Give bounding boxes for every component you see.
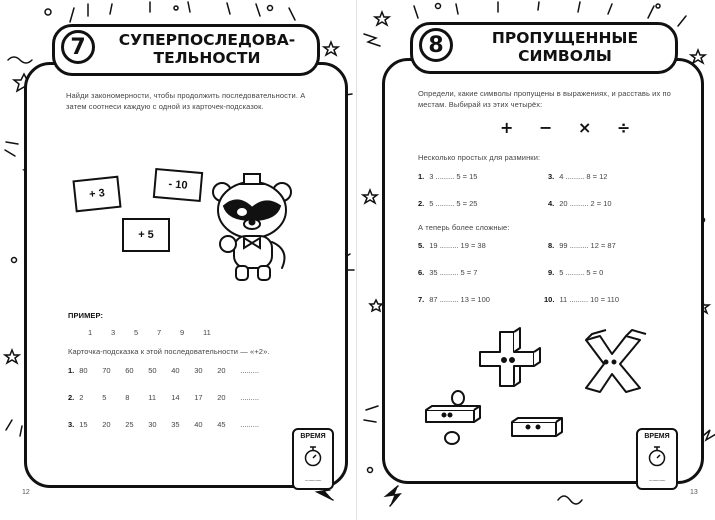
sequence-row-3 <box>68 420 259 429</box>
exercise-7 <box>418 295 490 304</box>
example-label: ПРИМЕР: <box>68 311 104 320</box>
sequence-value: 30 <box>194 366 203 375</box>
hint-card-minus-10: - 10 <box>153 168 203 202</box>
answer-blank[interactable]: ......... <box>240 366 260 375</box>
example-value: 9 <box>180 328 185 337</box>
sequence-value: 20 <box>217 366 226 375</box>
example-value: 1 <box>88 328 93 337</box>
section-number: 8 <box>419 28 453 62</box>
stopwatch-icon <box>302 445 324 467</box>
sequence-value: 11 <box>148 393 157 402</box>
example-value: 11 <box>203 328 211 337</box>
exercise-expression[interactable]: 87 ......... 13 = 100 <box>429 295 490 304</box>
sequence-value: 20 <box>102 420 111 429</box>
example-value: 3 <box>111 328 116 337</box>
time-box <box>292 428 334 490</box>
timer-label: ВРЕМЯ <box>300 433 326 440</box>
sequence-value: 60 <box>125 366 134 375</box>
sequence-value: 45 <box>217 420 226 429</box>
cartoon-math-symbols-illustration <box>420 318 660 448</box>
exercise-8 <box>548 241 616 250</box>
exercise-9 <box>548 268 603 277</box>
sequence-value: 40 <box>171 366 180 375</box>
sequence-row-1 <box>68 366 259 375</box>
sequence-number: 2. <box>68 393 75 402</box>
section-title: СУПЕРПОСЛЕДОВА-ТЕЛЬНОСТИ <box>118 31 296 67</box>
section-title: ПРОПУЩЕННЫЕ СИМВОЛЫ <box>491 29 639 65</box>
sequence-value: 2 <box>79 393 84 402</box>
exercise-number: 5. <box>418 241 425 250</box>
sequence-value: 20 <box>217 393 226 402</box>
exercise-5 <box>418 241 486 250</box>
sequence-row-2 <box>68 393 259 402</box>
example-value: 7 <box>157 328 162 337</box>
exercise-6 <box>418 268 477 277</box>
hint-card-plus-5: + 5 <box>122 218 170 252</box>
section-header <box>52 24 320 76</box>
sequence-value: 5 <box>102 393 107 402</box>
page-number: 12 <box>22 489 30 496</box>
sequence-value: 70 <box>102 366 111 375</box>
time-box <box>636 428 678 490</box>
exercise-4 <box>548 199 612 208</box>
exercise-number: 4. <box>548 199 555 208</box>
exercise-expression[interactable]: 19 ......... 19 = 38 <box>429 241 486 250</box>
sequence-number: 3. <box>68 420 75 429</box>
exercise-expression[interactable]: 99 ......... 12 = 87 <box>559 241 616 250</box>
instructions: Найди закономерности, чтобы продолжить последовательности. А затем соотнеси каждую с одной из карточек-подсказок. <box>66 91 306 111</box>
sequence-value: 15 <box>79 420 88 429</box>
exercise-number: 10. <box>544 295 555 304</box>
section-number: 7 <box>61 30 95 64</box>
exercise-expression[interactable]: 3 ......... 5 = 15 <box>429 172 478 181</box>
sequence-value: 25 <box>125 420 134 429</box>
time-answer-blank[interactable]: .............. <box>304 477 322 483</box>
exercise-number: 9. <box>548 268 555 277</box>
exercise-expression[interactable]: 4 ......... 8 = 12 <box>559 172 608 181</box>
exercise-expression[interactable]: 35 ......... 5 = 7 <box>429 268 478 277</box>
answer-blank[interactable]: ......... <box>240 420 260 429</box>
exercise-10 <box>544 295 619 304</box>
time-answer-blank[interactable]: .............. <box>648 477 666 483</box>
right-page <box>358 0 715 520</box>
exercise-number: 1. <box>418 172 425 181</box>
exercise-number: 8. <box>548 241 555 250</box>
section-header <box>410 22 678 74</box>
book-spine <box>356 0 357 520</box>
exercise-1 <box>418 172 477 181</box>
hint-explanation: Карточка-подсказка к этой последовательности — «+2». <box>68 347 270 356</box>
instructions: Определи, какие символы пропущены в выражениях, и расставь их по местам. Выбирай из этих четырёх: <box>418 89 671 109</box>
example-value: 5 <box>134 328 139 337</box>
exercise-number: 3. <box>548 172 555 181</box>
exercise-expression[interactable]: 5 ......... 5 = 0 <box>559 268 604 277</box>
hard-label: А теперь более сложные: <box>418 223 510 232</box>
operator-symbols: + − × ÷ <box>500 118 641 137</box>
hint-card-plus-3: + 3 <box>72 176 121 213</box>
sequence-value: 14 <box>171 393 180 402</box>
warmup-label: Несколько простых для разминки: <box>418 153 541 162</box>
exercise-number: 2. <box>418 199 425 208</box>
stopwatch-icon <box>646 445 668 467</box>
sequence-value: 80 <box>79 366 88 375</box>
exercise-2 <box>418 199 477 208</box>
example-sequence <box>88 328 226 337</box>
sequence-value: 8 <box>125 393 130 402</box>
left-page <box>0 0 357 520</box>
sequence-value: 50 <box>148 366 157 375</box>
sequence-number: 1. <box>68 366 75 375</box>
exercise-3 <box>548 172 607 181</box>
exercise-expression[interactable]: 5 ......... 5 = 25 <box>429 199 478 208</box>
exercise-number: 7. <box>418 295 425 304</box>
exercise-expression[interactable]: 20 ......... 2 = 10 <box>559 199 612 208</box>
exercise-expression[interactable]: 11 ......... 10 = 110 <box>559 295 619 304</box>
exercise-number: 6. <box>418 268 425 277</box>
answer-blank[interactable]: ......... <box>240 393 260 402</box>
sequence-value: 17 <box>194 393 203 402</box>
timer-label: ВРЕМЯ <box>644 433 670 440</box>
sequence-value: 35 <box>171 420 180 429</box>
page-number: 13 <box>690 489 698 496</box>
sequence-value: 30 <box>148 420 157 429</box>
bear-character-illustration <box>208 172 298 288</box>
sequence-value: 40 <box>194 420 203 429</box>
